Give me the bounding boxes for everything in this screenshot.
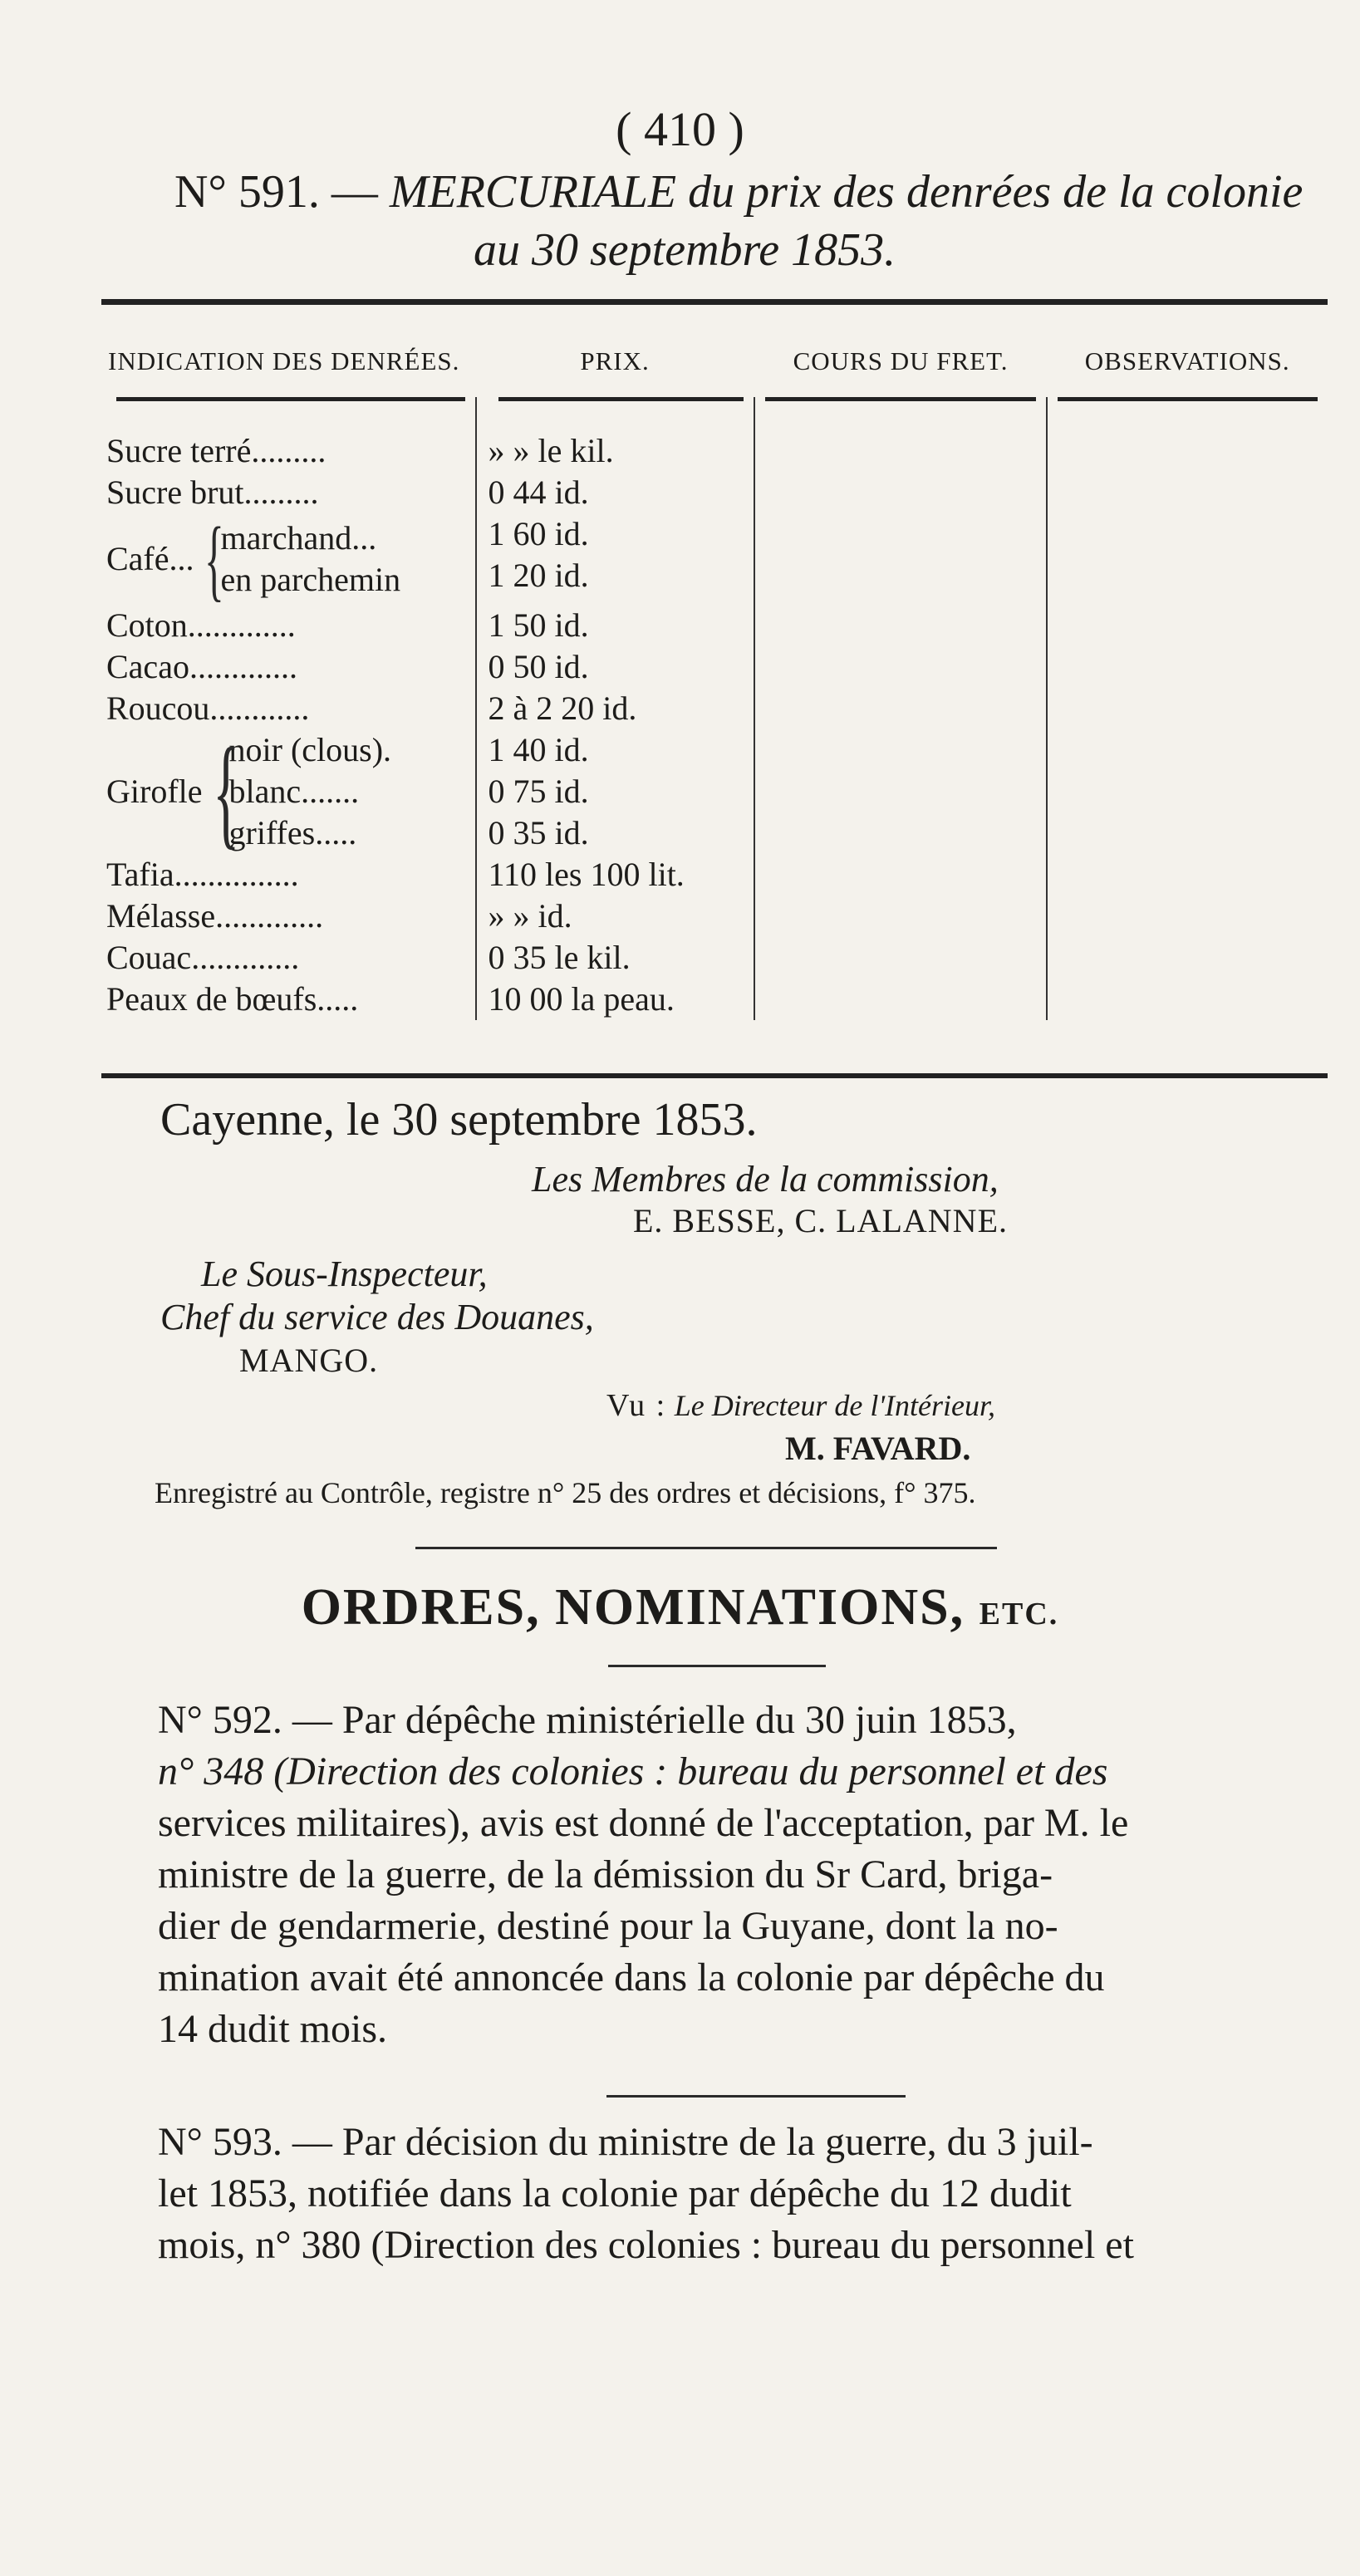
para-line: services militaires), avis est donné de l'acceptation, par M. le (158, 1801, 1129, 1845)
section-title (0, 1578, 1360, 1637)
group-label: Café... (106, 540, 194, 577)
vu-label: Vu : (606, 1388, 667, 1423)
row-price: 1 60 id. (488, 515, 589, 552)
brace-glyph: { (212, 723, 239, 861)
para-line: ministre de la guerre, de la démission du Sr Card, briga- (158, 1852, 1053, 1896)
inspector-service: Chef du service des Douanes, (160, 1297, 594, 1337)
commission-names: E. BESSE, C. LALANNE. (633, 1202, 1008, 1239)
commission-label: Les Membres de la commission, (532, 1159, 999, 1200)
table-row (101, 937, 1328, 979)
table-row (101, 854, 1328, 895)
row-label: Roucou............ (101, 688, 476, 729)
row-label: Peaux de bœufs..... (101, 979, 476, 1020)
sub-label: blanc....... (228, 773, 360, 810)
row-label: Sucre terré......... (101, 430, 476, 472)
table-row (101, 895, 1328, 937)
table-row-group-cafe (101, 513, 1328, 605)
row-label: Coton............. (101, 605, 476, 646)
header-observations: OBSERVATIONS. (1084, 346, 1290, 375)
paragraph-593 (158, 2117, 1304, 2271)
para-line: mois, n° 380 (Direction des colonies : bureau du personnel et (158, 2223, 1134, 2267)
section-title-main: ORDRES, NOMINATIONS, (301, 1579, 965, 1636)
decree-title: MERCURIALE du prix des denrées de la colonie (389, 166, 1304, 218)
vu-line (606, 1387, 995, 1424)
row-price: 0 35 le kil. (476, 937, 754, 979)
para-line: n° 348 (Direction des colonies : bureau du personnel et des (158, 1749, 1108, 1793)
header-indication: INDICATION DES DENRÉES. (108, 346, 460, 375)
place-date: Cayenne, le 30 septembre 1853. (160, 1094, 758, 1146)
row-price: » » id. (476, 895, 754, 937)
row-price: 110 les 100 lit. (476, 854, 754, 895)
table-row (101, 472, 1328, 513)
row-price: 0 50 id. (476, 646, 754, 688)
para-line: N° 593. — Par décision du ministre de la guerre, du 3 juil- (158, 2120, 1093, 2164)
table-row (101, 605, 1328, 646)
top-table-rule (101, 299, 1328, 305)
header-prix: PRIX. (580, 346, 650, 375)
row-label: Cacao............. (101, 646, 476, 688)
paragraph-592 (158, 1695, 1304, 2055)
row-price: 2 à 2 20 id. (476, 688, 754, 729)
para-line: dier de gendarmerie, destiné pour la Guyane, dont la no- (158, 1904, 1058, 1948)
row-price: 1 50 id. (476, 605, 754, 646)
sub-label: en parchemin (220, 561, 401, 598)
table-row-group-girofle (101, 729, 1328, 854)
decree-number: N° 591. — (174, 166, 378, 218)
row-label: Tafia............... (101, 854, 476, 895)
row-label: Couac............. (101, 937, 476, 979)
section-rule-bottom (608, 1665, 826, 1667)
sub-label: marchand... (220, 519, 377, 557)
vu-name: M. FAVARD. (785, 1430, 971, 1467)
sub-label: noir (clous). (228, 731, 392, 768)
price-table (101, 341, 1328, 1020)
row-price: 1 40 id. (488, 731, 589, 768)
header-fret: COURS DU FRET. (793, 346, 1009, 375)
table-row (101, 979, 1328, 1020)
page-number: ( 410 ) (616, 102, 744, 156)
section-title-etc: ETC. (979, 1597, 1059, 1631)
vu-role: Le Directeur de l'Intérieur, (674, 1389, 995, 1422)
inspector-name: MANGO. (239, 1342, 379, 1379)
row-price: 10 00 la peau. (476, 979, 754, 1020)
row-label: Sucre brut......... (101, 472, 476, 513)
para-line: let 1853, notifiée dans la colonie par dépêche du 12 dudit (158, 2171, 1072, 2215)
group-label: Girofle (106, 773, 203, 810)
brace-glyph: { (204, 508, 224, 610)
decree-heading (174, 163, 1338, 279)
row-price: 0 35 id. (488, 814, 589, 851)
bottom-table-rule (101, 1073, 1328, 1078)
table-row (101, 688, 1328, 729)
para-separator (606, 2095, 906, 2098)
row-label: Mélasse............. (101, 895, 476, 937)
table-row (101, 430, 1328, 472)
row-price: 1 20 id. (488, 557, 589, 594)
row-price: 0 75 id. (488, 773, 589, 810)
registration-note: Enregistré au Contrôle, registre n° 25 des ordres et décisions, f° 375. (155, 1476, 976, 1509)
para-line: mination avait été annoncée dans la colonie par dépêche du (158, 1955, 1105, 1999)
para-line: N° 592. — Par dépêche ministérielle du 30 juin 1853, (158, 1698, 1017, 1742)
inspector-title: Le Sous-Inspecteur, (201, 1254, 488, 1294)
decree-title-date: au 30 septembre 1853. (474, 224, 896, 276)
sub-label: griffes..... (228, 814, 357, 851)
row-price: 0 44 id. (476, 472, 754, 513)
para-line: 14 dudit mois. (158, 2007, 388, 2051)
table-row (101, 646, 1328, 688)
row-price: » » le kil. (476, 430, 754, 472)
section-rule-top (415, 1547, 997, 1549)
